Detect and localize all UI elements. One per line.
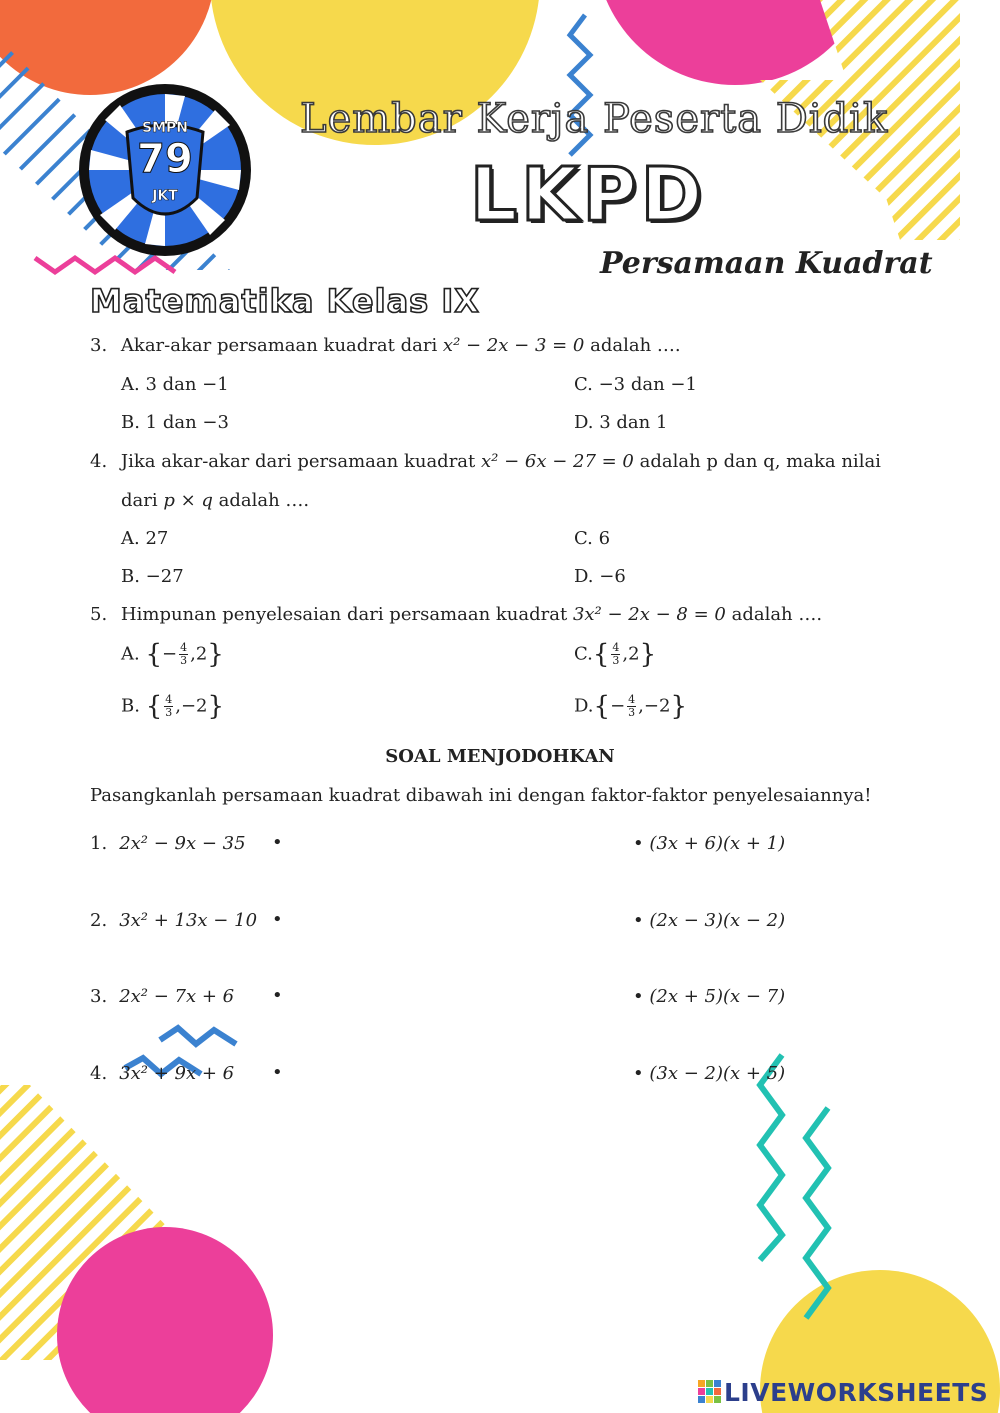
right-brace: } [207, 639, 224, 670]
question-number: 4. [90, 451, 108, 472]
question-text: Jika akar-akar dari persamaan kuadrat [120, 451, 481, 472]
match-left-2 [90, 909, 257, 933]
question-text-end: adalah …. [725, 604, 823, 625]
logo-number: 79 [137, 136, 193, 182]
page-title: Lembar Kerja Peserta Didik [300, 96, 889, 142]
fraction [611, 642, 620, 667]
right-brace: } [670, 691, 687, 722]
question-text: dari [121, 490, 164, 511]
option-label: D. [574, 695, 594, 717]
fraction [627, 694, 636, 719]
match-answer: (3x − 2)(x + 5) [649, 1063, 786, 1084]
fraction [179, 642, 188, 667]
numerator: 4 [612, 641, 620, 654]
match-number: 2. [90, 910, 108, 931]
option-5d[interactable] [574, 691, 687, 722]
blue-zigzag-bottom-1 [160, 1028, 236, 1044]
match-right-4[interactable] [633, 1062, 785, 1086]
match-dot-left-1[interactable]: • [272, 832, 283, 853]
lkpd-title: LKPD [470, 152, 707, 238]
minus-sign: − [162, 643, 178, 665]
question-text-end: adalah …. [584, 335, 681, 356]
question-text-end: adalah …. [212, 490, 310, 511]
match-dot-left-4[interactable]: • [272, 1062, 283, 1083]
match-dot-right[interactable]: • [633, 910, 644, 931]
question-text: Himpunan penyelesaian dari persamaan kuadrat [120, 604, 573, 625]
match-number: 3. [90, 986, 108, 1007]
option-3a[interactable]: A. 3 dan −1 [121, 374, 229, 395]
match-dot-left-3[interactable]: • [272, 985, 283, 1006]
option-label: A. [121, 643, 140, 665]
match-answer: (2x − 3)(x − 2) [649, 910, 786, 931]
denominator: 3 [165, 706, 173, 719]
denominator: 3 [612, 654, 620, 667]
match-number: 4. [90, 1063, 108, 1084]
value: 2 [628, 643, 640, 665]
option-3d[interactable]: D. 3 dan 1 [574, 412, 668, 433]
question-3 [90, 334, 681, 358]
question-5 [90, 603, 822, 627]
numerator: 4 [180, 641, 188, 654]
option-4a[interactable]: A. 27 [121, 528, 169, 549]
match-left-4 [90, 1062, 234, 1086]
match-right-3[interactable] [633, 985, 785, 1009]
option-4b[interactable]: B. −27 [121, 566, 184, 587]
right-brace: } [639, 639, 657, 670]
comma: , [175, 695, 181, 717]
option-3c[interactable]: C. −3 dan −1 [574, 374, 697, 395]
numerator: 4 [165, 693, 173, 706]
right-brace: } [207, 691, 225, 722]
minus-sign: − [610, 695, 626, 717]
match-left-1 [90, 832, 246, 856]
matching-heading: SOAL MENJODOHKAN [385, 746, 615, 767]
left-brace: { [145, 691, 163, 722]
match-number: 1. [90, 833, 108, 854]
comma: , [190, 643, 196, 665]
question-number: 5. [90, 604, 108, 625]
value: 2 [195, 643, 208, 665]
denominator: 3 [628, 706, 636, 719]
left-brace: { [145, 639, 163, 670]
option-3b[interactable]: B. 1 dan −3 [121, 412, 229, 433]
value: −2 [180, 695, 208, 717]
match-answer: (2x + 5)(x − 7) [649, 986, 786, 1007]
option-4d[interactable]: D. −6 [574, 566, 626, 587]
subject-class: Matematika Kelas IX [90, 282, 480, 320]
liveworksheets-brand[interactable]: LIVEWORKSHEETS [724, 1378, 989, 1407]
question-expression: x² − 2x − 3 = 0 [442, 335, 585, 356]
match-expression: 2x² − 7x + 6 [119, 986, 235, 1007]
school-logo [75, 80, 255, 260]
left-brace: { [593, 691, 611, 722]
match-right-2[interactable] [633, 909, 785, 933]
question-expression: p × q [163, 490, 213, 511]
option-5a[interactable] [121, 639, 224, 670]
matching-instruction: Pasangkanlah persamaan kuadrat dibawah ini dengan faktor-faktor penyelesaiannya! [90, 785, 872, 806]
option-5b[interactable] [121, 691, 225, 722]
question-expression: 3x² − 2x − 8 = 0 [572, 604, 726, 625]
comma: , [622, 643, 629, 665]
match-dot-right[interactable]: • [633, 833, 644, 854]
value: −2 [643, 695, 671, 717]
option-5c[interactable] [574, 639, 657, 670]
option-4c[interactable]: C. 6 [574, 528, 611, 549]
question-4-line2 [121, 489, 309, 513]
match-dot-right[interactable]: • [633, 1063, 644, 1084]
match-expression: 3x² + 9x + 6 [119, 1063, 235, 1084]
match-dot-right[interactable]: • [633, 986, 644, 1007]
option-label: B. [121, 695, 140, 717]
numerator: 4 [628, 693, 636, 706]
teal-zigzag-2 [806, 1108, 828, 1318]
topic-title: Persamaan Kuadrat [600, 246, 933, 281]
match-expression: 2x² − 9x − 35 [119, 833, 246, 854]
liveworksheets-logo-icon [698, 1380, 722, 1404]
comma: , [638, 695, 644, 717]
logo-top-text: SMPN [142, 120, 188, 136]
option-label: C. [574, 643, 593, 665]
match-dot-left-2[interactable]: • [272, 909, 283, 930]
match-answer: (3x + 6)(x + 1) [649, 833, 786, 854]
question-4 [90, 450, 881, 474]
match-right-1[interactable] [633, 832, 785, 856]
question-expression: x² − 6x − 27 = 0 [480, 451, 634, 472]
question-number: 3. [90, 335, 108, 356]
question-text: Akar-akar persamaan kuadrat dari [120, 335, 443, 356]
question-text-end: adalah p dan q, maka nilai [633, 451, 881, 472]
denominator: 3 [180, 654, 188, 667]
logo-bottom-text: JKT [152, 188, 178, 204]
fraction [164, 694, 173, 719]
match-expression: 3x² + 13x − 10 [119, 910, 258, 931]
left-brace: { [592, 639, 610, 670]
match-left-3 [90, 985, 234, 1009]
